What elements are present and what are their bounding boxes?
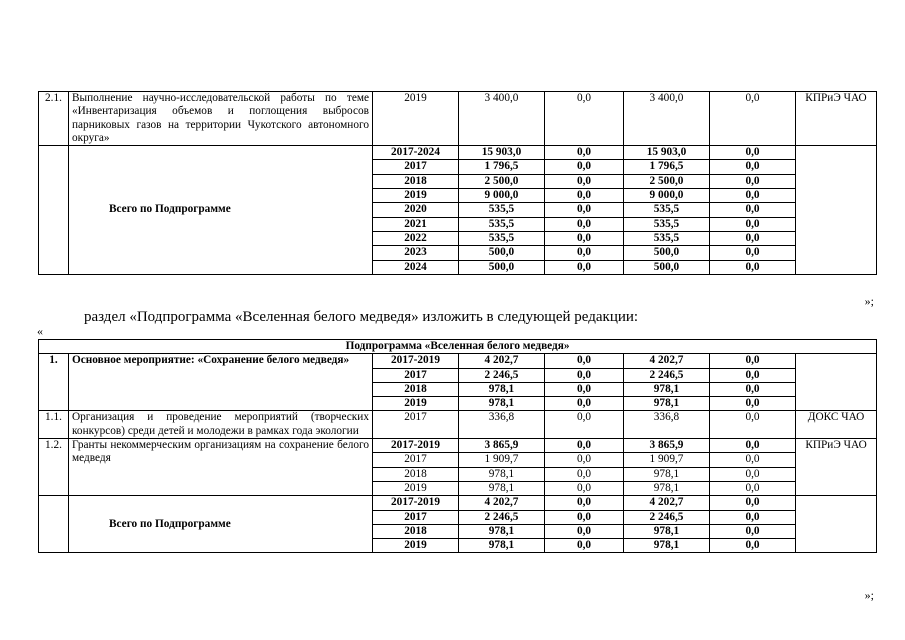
year-cell: 2017-2019 bbox=[373, 354, 459, 368]
okrug-cell: 978,1 bbox=[624, 397, 710, 411]
okrug-cell: 3 400,0 bbox=[624, 92, 710, 146]
okrug-cell: 978,1 bbox=[624, 467, 710, 481]
year-cell: 2017 bbox=[373, 453, 459, 467]
other-cell: 0,0 bbox=[710, 203, 796, 217]
year-cell: 2017-2024 bbox=[373, 146, 459, 160]
executor-cell: КПРиЭ ЧАО bbox=[796, 92, 877, 146]
subprogram-table-polar-bear bbox=[38, 339, 877, 553]
other-cell: 0,0 bbox=[710, 467, 796, 481]
year-cell: 2018 bbox=[373, 174, 459, 188]
activity-name: Организация и проведение мероприятий (творческих конкурсов) среди детей и молодежи в рамках года экологии bbox=[69, 411, 373, 439]
okrug-cell: 336,8 bbox=[624, 411, 710, 439]
federal-cell: 0,0 bbox=[545, 146, 624, 160]
year-cell: 2019 bbox=[373, 92, 459, 146]
okrug-cell: 535,5 bbox=[624, 231, 710, 245]
table-row bbox=[39, 439, 877, 453]
executor-cell: ДОКС ЧАО bbox=[796, 411, 877, 439]
other-cell: 0,0 bbox=[710, 92, 796, 146]
subprogram-table-top bbox=[38, 91, 877, 275]
federal-cell: 0,0 bbox=[545, 217, 624, 231]
federal-cell: 0,0 bbox=[545, 160, 624, 174]
okrug-cell: 4 202,7 bbox=[624, 496, 710, 510]
okrug-cell: 3 865,9 bbox=[624, 439, 710, 453]
total-cell: 1 909,7 bbox=[459, 453, 545, 467]
okrug-cell: 535,5 bbox=[624, 203, 710, 217]
federal-cell: 0,0 bbox=[545, 397, 624, 411]
empty-cell bbox=[39, 146, 69, 275]
federal-cell: 0,0 bbox=[545, 231, 624, 245]
federal-cell: 0,0 bbox=[545, 174, 624, 188]
federal-cell: 0,0 bbox=[545, 496, 624, 510]
other-cell: 0,0 bbox=[710, 524, 796, 538]
federal-cell: 0,0 bbox=[545, 467, 624, 481]
total-cell: 978,1 bbox=[459, 382, 545, 396]
federal-cell: 0,0 bbox=[545, 260, 624, 274]
okrug-cell: 978,1 bbox=[624, 382, 710, 396]
total-cell: 978,1 bbox=[459, 481, 545, 495]
federal-cell: 0,0 bbox=[545, 524, 624, 538]
okrug-cell: 15 903,0 bbox=[624, 146, 710, 160]
year-cell: 2017 bbox=[373, 368, 459, 382]
other-cell: 0,0 bbox=[710, 510, 796, 524]
other-cell: 0,0 bbox=[710, 231, 796, 245]
year-cell: 2017-2019 bbox=[373, 439, 459, 453]
empty-cell bbox=[39, 496, 69, 553]
total-cell: 3 865,9 bbox=[459, 439, 545, 453]
okrug-cell: 4 202,7 bbox=[624, 354, 710, 368]
totals-label: Всего по Подпрограмме bbox=[69, 496, 373, 553]
year-cell: 2019 bbox=[373, 481, 459, 495]
okrug-cell: 500,0 bbox=[624, 246, 710, 260]
opening-quote: « bbox=[37, 324, 43, 338]
subprogram-title: Подпрограмма «Вселенная белого медведя» bbox=[39, 340, 877, 354]
table-row bbox=[39, 354, 877, 368]
activity-name: Основное мероприятие: «Сохранение белого медведя» bbox=[69, 354, 373, 411]
year-cell: 2019 bbox=[373, 189, 459, 203]
total-cell: 1 796,5 bbox=[459, 160, 545, 174]
executor-cell bbox=[796, 496, 877, 553]
okrug-cell: 1 909,7 bbox=[624, 453, 710, 467]
row-number: 1.1. bbox=[39, 411, 69, 439]
year-cell: 2017-2019 bbox=[373, 496, 459, 510]
year-cell: 2019 bbox=[373, 397, 459, 411]
year-cell: 2024 bbox=[373, 260, 459, 274]
federal-cell: 0,0 bbox=[545, 382, 624, 396]
total-cell: 500,0 bbox=[459, 260, 545, 274]
table-row bbox=[39, 92, 877, 146]
total-cell: 4 202,7 bbox=[459, 496, 545, 510]
year-cell: 2023 bbox=[373, 246, 459, 260]
other-cell: 0,0 bbox=[710, 189, 796, 203]
total-cell: 9 000,0 bbox=[459, 189, 545, 203]
federal-cell: 0,0 bbox=[545, 189, 624, 203]
other-cell: 0,0 bbox=[710, 397, 796, 411]
year-cell: 2018 bbox=[373, 524, 459, 538]
year-cell: 2021 bbox=[373, 217, 459, 231]
federal-cell: 0,0 bbox=[545, 411, 624, 439]
year-cell: 2018 bbox=[373, 382, 459, 396]
year-cell: 2019 bbox=[373, 539, 459, 553]
federal-cell: 0,0 bbox=[545, 439, 624, 453]
other-cell: 0,0 bbox=[710, 160, 796, 174]
year-cell: 2017 bbox=[373, 411, 459, 439]
federal-cell: 0,0 bbox=[545, 246, 624, 260]
year-cell: 2017 bbox=[373, 510, 459, 524]
row-number: 2.1. bbox=[39, 92, 69, 146]
executor-cell: КПРиЭ ЧАО bbox=[796, 439, 877, 496]
other-cell: 0,0 bbox=[710, 368, 796, 382]
okrug-cell: 978,1 bbox=[624, 539, 710, 553]
okrug-cell: 535,5 bbox=[624, 217, 710, 231]
other-cell: 0,0 bbox=[710, 217, 796, 231]
year-cell: 2020 bbox=[373, 203, 459, 217]
other-cell: 0,0 bbox=[710, 439, 796, 453]
activity-name: Гранты некоммерческим организациям на сохранение белого медведя bbox=[69, 439, 373, 496]
total-cell: 535,5 bbox=[459, 203, 545, 217]
okrug-cell: 978,1 bbox=[624, 481, 710, 495]
okrug-cell: 978,1 bbox=[624, 524, 710, 538]
total-cell: 336,8 bbox=[459, 411, 545, 439]
other-cell: 0,0 bbox=[710, 481, 796, 495]
other-cell: 0,0 bbox=[710, 411, 796, 439]
okrug-cell: 2 246,5 bbox=[624, 368, 710, 382]
table-row bbox=[39, 340, 877, 354]
other-cell: 0,0 bbox=[710, 146, 796, 160]
table-row bbox=[39, 496, 877, 510]
total-cell: 535,5 bbox=[459, 231, 545, 245]
okrug-cell: 9 000,0 bbox=[624, 189, 710, 203]
federal-cell: 0,0 bbox=[545, 203, 624, 217]
okrug-cell: 1 796,5 bbox=[624, 160, 710, 174]
closing-quote: »; bbox=[864, 588, 874, 602]
federal-cell: 0,0 bbox=[545, 481, 624, 495]
total-cell: 978,1 bbox=[459, 397, 545, 411]
total-cell: 500,0 bbox=[459, 246, 545, 260]
year-cell: 2017 bbox=[373, 160, 459, 174]
other-cell: 0,0 bbox=[710, 382, 796, 396]
year-cell: 2022 bbox=[373, 231, 459, 245]
federal-cell: 0,0 bbox=[545, 510, 624, 524]
total-cell: 978,1 bbox=[459, 539, 545, 553]
totals-label: Всего по Подпрограмме bbox=[69, 146, 373, 275]
total-cell: 2 246,5 bbox=[459, 510, 545, 524]
okrug-cell: 2 246,5 bbox=[624, 510, 710, 524]
amendment-paragraph: раздел «Подпрограмма «Вселенная белого медведя» изложить в следующей редакции: bbox=[84, 309, 639, 325]
total-cell: 4 202,7 bbox=[459, 354, 545, 368]
other-cell: 0,0 bbox=[710, 246, 796, 260]
activity-name: Выполнение научно-исследовательской работы по теме «Инвентаризация объемов и поглощения выбросов парниковых газов на территории Чукотского автономного округа» bbox=[69, 92, 373, 146]
table-row bbox=[39, 411, 877, 439]
closing-quote: »; bbox=[864, 294, 874, 308]
federal-cell: 0,0 bbox=[545, 453, 624, 467]
federal-cell: 0,0 bbox=[545, 354, 624, 368]
total-cell: 978,1 bbox=[459, 524, 545, 538]
okrug-cell: 2 500,0 bbox=[624, 174, 710, 188]
other-cell: 0,0 bbox=[710, 174, 796, 188]
executor-cell bbox=[796, 146, 877, 275]
other-cell: 0,0 bbox=[710, 354, 796, 368]
row-number: 1. bbox=[39, 354, 69, 411]
federal-cell: 0,0 bbox=[545, 368, 624, 382]
other-cell: 0,0 bbox=[710, 539, 796, 553]
other-cell: 0,0 bbox=[710, 496, 796, 510]
other-cell: 0,0 bbox=[710, 453, 796, 467]
total-cell: 2 500,0 bbox=[459, 174, 545, 188]
row-number: 1.2. bbox=[39, 439, 69, 496]
total-cell: 15 903,0 bbox=[459, 146, 545, 160]
federal-cell: 0,0 bbox=[545, 539, 624, 553]
federal-cell: 0,0 bbox=[545, 92, 624, 146]
other-cell: 0,0 bbox=[710, 260, 796, 274]
okrug-cell: 500,0 bbox=[624, 260, 710, 274]
total-cell: 535,5 bbox=[459, 217, 545, 231]
table-row bbox=[39, 146, 877, 160]
year-cell: 2018 bbox=[373, 467, 459, 481]
total-cell: 2 246,5 bbox=[459, 368, 545, 382]
total-cell: 978,1 bbox=[459, 467, 545, 481]
executor-cell bbox=[796, 354, 877, 411]
total-cell: 3 400,0 bbox=[459, 92, 545, 146]
